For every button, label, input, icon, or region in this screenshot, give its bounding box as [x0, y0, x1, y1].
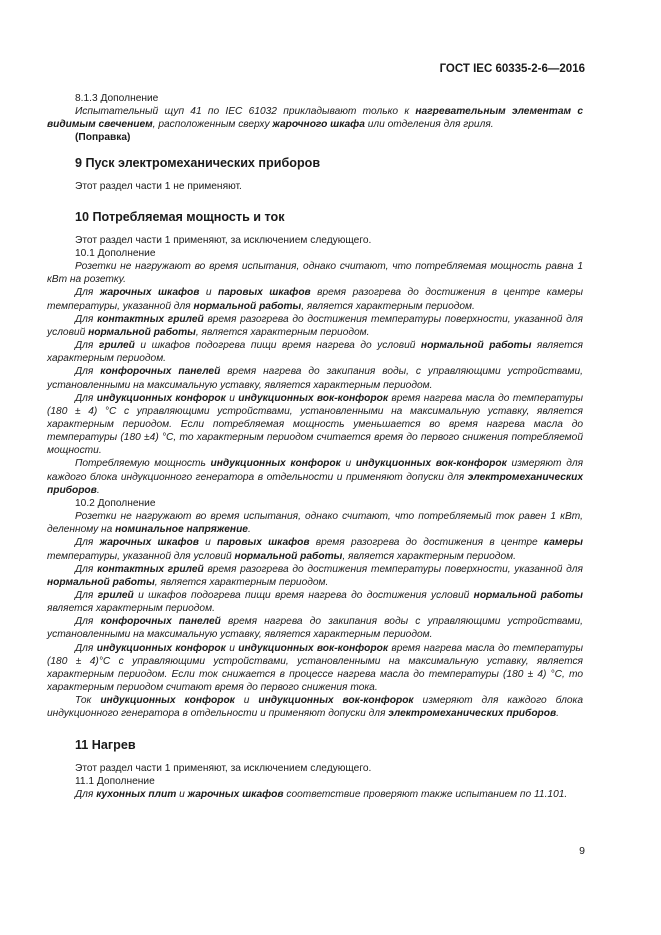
clause-10-2-p1: Розетки не нагружают во время испытания, однако считают, что потребляемый ток равен 1 кВт, деленному на номинальное напряжение.	[47, 511, 583, 536]
clause-10-1-p4: Для грилей и шкафов подогрева пищи время нагрева до условий нормальной работы является характерным периодом.	[47, 340, 583, 365]
clause-10-1-number: 10.1 Дополнение	[75, 247, 156, 259]
clause-10-2-p4: Для грилей и шкафов подогрева пищи время нагрева до достижения условий нормальной работы является характерным периодом.	[47, 590, 583, 615]
clause-11-1-number: 11.1 Дополнение	[75, 775, 155, 787]
clause-10-2-p7: Ток индукционных конфорок и индукционных вок-конфорок измеряют для каждого блока индукционного генератора в отдельности и применяют допуски для электромеханических приборов.	[47, 695, 584, 720]
clause-10-2-p3: Для контактных грилей время разогрева до достижения температуры поверхности, указанной для нормальной работы, является характерным периодом.	[47, 563, 583, 588]
clause-10-2-p6: Для индукционных конфорок и индукционных вок-конфорок время нагрева масла до температуры (180 ± 4)°С с управляющими устройствами, установленными на максимальную уставку, является характерным периодом. Если ток снижается в процессе нагрева масла до температуры (180 ± 4) °С, то характерным периодом считают время до первого снижения тока.	[47, 642, 583, 694]
clause-10-1-p2: Для жарочных шкафов и паровых шкафов время разогрева до достижения в центре камеры температуры, указанной для нормальной работы, является характерным периодом.	[47, 287, 584, 312]
clause-10-1-p1: Розетки не нагружают во время испытания, однако считают, что потребляемая мощность равна 1 кВт на розетку.	[47, 261, 583, 286]
section-9-text: Этот раздел части 1 не применяют.	[75, 180, 242, 192]
clause-8-1-3-number: 8.1.3 Дополнение	[75, 93, 159, 104]
section-10-intro: Этот раздел части 1 применяют, за исключением следующего.	[75, 234, 372, 246]
clause-10-1-p7: Потребляемую мощность индукционных конфорок и индукционных вок-конфорок измеряют для каждого блока индукционного генератора в отдельности и применяют допуски для электромеханических приборов.	[47, 458, 584, 496]
document-body	[47, 92, 583, 801]
amendment-note: (Поправка)	[75, 132, 131, 144]
section-11-heading: 11 Нагрев	[75, 737, 136, 752]
clause-10-1-p3: Для контактных грилей время разогрева до достижения температуры поверхности, указанной для условий нормальной работы, является характерным периодом.	[47, 313, 583, 338]
clause-10-2-number: 10.2 Дополнение	[75, 497, 156, 509]
standard-header: ГОСТ IEC 60335-2-6—2016	[439, 63, 585, 75]
clause-10-1-p6: Для индукционных конфорок и индукционных вок-конфорок время нагрева масла до температуры (180 ± 4) °С с управляющими устройствами, установленными на максимальную уставку, является характерным периодом. Если потребляемая мощность уменьшается во время нагрева масла до температуры (180 ±4) °С, то характерным периодом считается время до первого снижения потребляемой мощности.	[47, 392, 583, 457]
section-9-heading: 9 Пуск электромеханических приборов	[75, 155, 321, 170]
section-11-intro: Этот раздел части 1 применяют, за исключением следующего.	[75, 762, 372, 774]
clause-11-1-p1: Для кухонных плит и жарочных шкафов соответствие проверяют также испытанием по 11.101.	[75, 788, 568, 800]
clause-10-1-p5: Для конфорочных панелей время нагрева до закипания воды, с управляющими устройствами, установленными на максимальную уставку, является характерным периодом.	[47, 366, 583, 391]
section-10-heading: 10 Потребляемая мощность и ток	[75, 209, 285, 224]
clause-10-2-p5: Для конфорочных панелей время нагрева до закипания воды с управляющими устройствами, установленными на максимальную уставку, является характерным периодом.	[47, 616, 583, 641]
clause-10-2-p2: Для жарочных шкафов и паровых шкафов время разогрева до достижения в центре камеры температуры, указанной для условий нормальной работы, является характерным периодом.	[47, 537, 584, 562]
page-number: 9	[579, 845, 585, 857]
clause-8-1-3-text: Испытательный щуп 41 по IEC 61032 прикладывают только к нагревательным элементам с видимым свечением, расположенным сверху жарочного шкафа или отделения для гриля.	[47, 106, 583, 131]
